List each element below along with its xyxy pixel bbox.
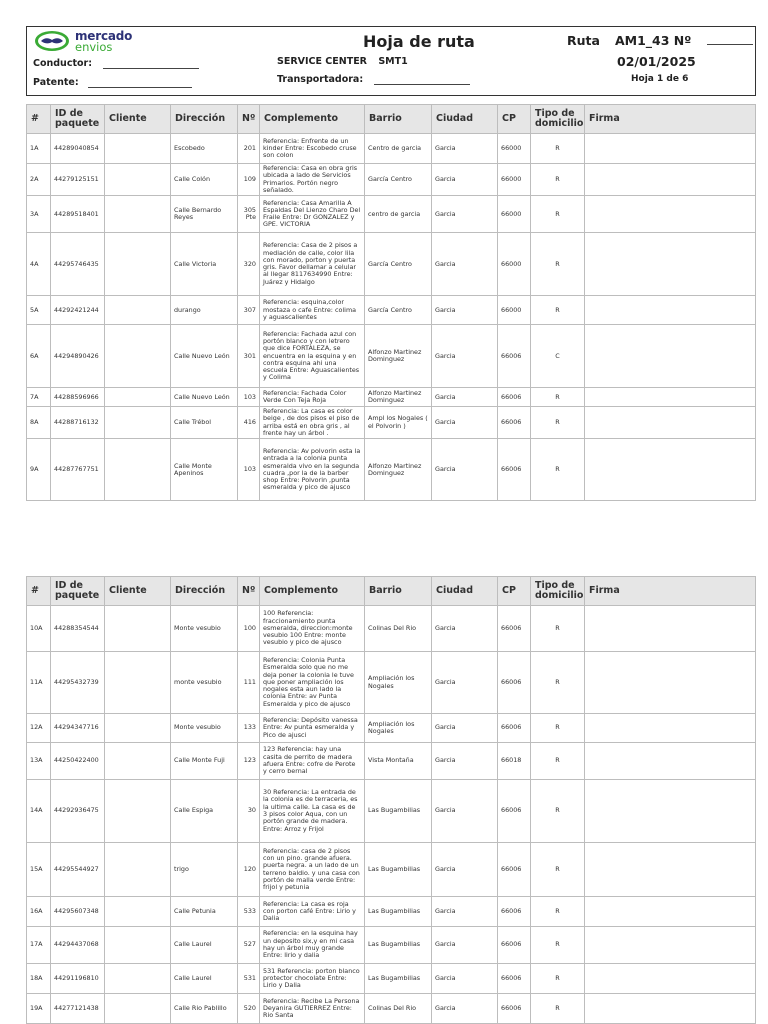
cell-package-id: 44294347716 xyxy=(51,714,105,743)
column-header-complemento: Complemento xyxy=(260,105,365,134)
cell-cliente xyxy=(105,233,171,296)
cell-cliente xyxy=(105,196,171,233)
cell-direccion: Calle Colón xyxy=(171,164,238,196)
cell-tipo-domicilio: R xyxy=(531,780,585,843)
cell-direccion: Calle Victoria xyxy=(171,233,238,296)
column-header-cp: CP xyxy=(498,105,531,134)
cell-ciudad: Garcia xyxy=(432,897,498,927)
column-header-package-id: ID de paquete xyxy=(51,105,105,134)
column-header-tipo-domicilio: Tipo de domicilio xyxy=(531,577,585,606)
cell-firma xyxy=(585,606,756,652)
cell-firma xyxy=(585,325,756,388)
logo-text-mercado: mercado xyxy=(75,29,133,43)
cell-row-number: 18A xyxy=(27,964,51,994)
cell-ciudad: Garcia xyxy=(432,994,498,1024)
cell-tipo-domicilio: C xyxy=(531,325,585,388)
table-row xyxy=(27,606,756,652)
cell-numero: 120 xyxy=(238,843,260,897)
cell-cp: 66006 xyxy=(498,325,531,388)
cell-cliente xyxy=(105,296,171,325)
cell-package-id: 44288596966 xyxy=(51,388,105,407)
cell-cliente xyxy=(105,388,171,407)
cell-tipo-domicilio: R xyxy=(531,134,585,164)
column-header-numero: Nº xyxy=(238,577,260,606)
cell-complemento: Referencia: Fachada azul con portón blanco y con letrero que dice FORTALEZA, se encuentra en la esquina y en contra esquina ahi una escuela Entre: Aguascalientes y Colima xyxy=(260,325,365,388)
cell-ciudad: Garcia xyxy=(432,296,498,325)
cell-cp: 66018 xyxy=(498,743,531,780)
table-header-row xyxy=(27,577,756,606)
cell-cliente xyxy=(105,164,171,196)
table-row xyxy=(27,743,756,780)
column-header-cp: CP xyxy=(498,577,531,606)
cell-numero: 531 xyxy=(238,964,260,994)
cell-ciudad: Garcia xyxy=(432,407,498,439)
cell-tipo-domicilio: R xyxy=(531,407,585,439)
cell-cliente xyxy=(105,927,171,964)
cell-ciudad: Garcia xyxy=(432,714,498,743)
cell-package-id: 44287767751 xyxy=(51,439,105,501)
cell-tipo-domicilio: R xyxy=(531,388,585,407)
cell-ciudad: Garcia xyxy=(432,843,498,897)
cell-ciudad: Garcia xyxy=(432,134,498,164)
column-header-direccion: Dirección xyxy=(171,105,238,134)
cell-numero: 100 xyxy=(238,606,260,652)
cell-cp: 66006 xyxy=(498,407,531,439)
column-header-barrio: Barrio xyxy=(365,105,432,134)
cell-direccion: Calle Trébol xyxy=(171,407,238,439)
cell-package-id: 44292936475 xyxy=(51,780,105,843)
table-row xyxy=(27,196,756,233)
table-row xyxy=(27,233,756,296)
cell-barrio: Las Bugambilias xyxy=(365,897,432,927)
cell-direccion: Calle Rio Pablillo xyxy=(171,994,238,1024)
cell-complemento: Referencia: Casa en obra gris ubicada a lado de Servicios Primarios. Portón negro señalado. xyxy=(260,164,365,196)
cell-tipo-domicilio: R xyxy=(531,843,585,897)
cell-barrio: García Centro xyxy=(365,296,432,325)
cell-direccion: trigo xyxy=(171,843,238,897)
cell-firma xyxy=(585,964,756,994)
cell-barrio: Vista Montaña xyxy=(365,743,432,780)
cell-package-id: 44288354544 xyxy=(51,606,105,652)
column-header-firma: Firma xyxy=(585,577,756,606)
cell-package-id: 44295607348 xyxy=(51,897,105,927)
cell-cp: 66006 xyxy=(498,439,531,501)
table-row xyxy=(27,843,756,897)
table-row xyxy=(27,652,756,714)
cell-firma xyxy=(585,714,756,743)
cell-tipo-domicilio: R xyxy=(531,164,585,196)
cell-tipo-domicilio: R xyxy=(531,927,585,964)
table-row xyxy=(27,407,756,439)
cell-barrio: centro de garcia xyxy=(365,196,432,233)
cell-package-id: 44295746435 xyxy=(51,233,105,296)
cell-ciudad: Garcia xyxy=(432,606,498,652)
cell-ciudad: Garcia xyxy=(432,964,498,994)
cell-numero: 109 xyxy=(238,164,260,196)
cell-numero: 123 xyxy=(238,743,260,780)
conductor-label: Conductor: xyxy=(33,58,93,69)
conductor-blank-line xyxy=(103,59,199,69)
cell-row-number: 13A xyxy=(27,743,51,780)
cell-row-number: 11A xyxy=(27,652,51,714)
cell-row-number: 9A xyxy=(27,439,51,501)
table-row xyxy=(27,897,756,927)
cell-tipo-domicilio: R xyxy=(531,994,585,1024)
cell-cp: 66006 xyxy=(498,897,531,927)
cell-barrio: Alfonzo Martinez Dominguez xyxy=(365,325,432,388)
cell-package-id: 44279125151 xyxy=(51,164,105,196)
cell-cliente xyxy=(105,743,171,780)
transportadora-label: Transportadora: xyxy=(277,74,364,85)
cell-complemento: Referencia: en la esquina hay un deposito six,y en mi casa hay un árbol muy grande Entre: lirio y dalia xyxy=(260,927,365,964)
cell-firma xyxy=(585,134,756,164)
cell-complemento: Referencia: Depósito vanessa Entre: Av punta esmeralda y Pico de ajusci xyxy=(260,714,365,743)
cell-cp: 66000 xyxy=(498,164,531,196)
cell-package-id: 44277121438 xyxy=(51,994,105,1024)
cell-cliente xyxy=(105,897,171,927)
cell-cp: 66006 xyxy=(498,714,531,743)
cell-row-number: 12A xyxy=(27,714,51,743)
cell-numero: 527 xyxy=(238,927,260,964)
cell-numero: 30 xyxy=(238,780,260,843)
cell-tipo-domicilio: R xyxy=(531,964,585,994)
cell-tipo-domicilio: R xyxy=(531,652,585,714)
cell-row-number: 16A xyxy=(27,897,51,927)
cell-firma xyxy=(585,743,756,780)
cell-ciudad: Garcia xyxy=(432,780,498,843)
cell-barrio: Ampliación los Nogales xyxy=(365,652,432,714)
cell-complemento: Referencia: Recibe La Persona Deyanira GUTIERREZ Entre: Rio Santa xyxy=(260,994,365,1024)
cell-complemento: 531 Referencia: porton blanco protector chocolate Entre: Lirio y Dalia xyxy=(260,964,365,994)
cell-ciudad: Garcia xyxy=(432,927,498,964)
cell-cp: 66006 xyxy=(498,843,531,897)
cell-cliente xyxy=(105,780,171,843)
cell-tipo-domicilio: R xyxy=(531,439,585,501)
column-header-package-id: ID de paquete xyxy=(51,577,105,606)
cell-row-number: 3A xyxy=(27,196,51,233)
cell-complemento: Referencia: casa de 2 pisos con un pino. grande afuera. puerta negra. a un lado de un terreno baldio. y una casa con portón de malla verde Entre: frijol y petunia xyxy=(260,843,365,897)
cell-package-id: 44291196810 xyxy=(51,964,105,994)
cell-cp: 66006 xyxy=(498,994,531,1024)
patente-label: Patente: xyxy=(33,77,79,88)
cell-direccion: durango xyxy=(171,296,238,325)
cell-package-id: 44292421244 xyxy=(51,296,105,325)
cell-firma xyxy=(585,233,756,296)
column-header-row-number: # xyxy=(27,105,51,134)
cell-tipo-domicilio: R xyxy=(531,233,585,296)
cell-numero: 103 xyxy=(238,439,260,501)
cell-complemento: Referencia: esquina,color mostaza o cafe Entre: colima y aguascalientes xyxy=(260,296,365,325)
cell-cliente xyxy=(105,964,171,994)
column-header-direccion: Dirección xyxy=(171,577,238,606)
cell-ciudad: Garcia xyxy=(432,325,498,388)
cell-row-number: 19A xyxy=(27,994,51,1024)
table-row xyxy=(27,388,756,407)
service-center-value: SMT1 xyxy=(378,56,408,67)
cell-numero: 201 xyxy=(238,134,260,164)
page-info: Hoja 1 de 6 xyxy=(631,74,689,84)
cell-tipo-domicilio: R xyxy=(531,196,585,233)
service-center-label: SERVICE CENTER xyxy=(277,56,367,67)
cell-package-id: 44289040854 xyxy=(51,134,105,164)
cell-package-id: 44294437068 xyxy=(51,927,105,964)
cell-direccion: Calle Bernardo Reyes xyxy=(171,196,238,233)
cell-cp: 66000 xyxy=(498,296,531,325)
cell-row-number: 8A xyxy=(27,407,51,439)
cell-firma xyxy=(585,407,756,439)
logo-text-envios: envios xyxy=(75,40,113,54)
cell-barrio: Colinas Del Rio xyxy=(365,606,432,652)
cell-firma xyxy=(585,296,756,325)
cell-direccion: Calle Espiga xyxy=(171,780,238,843)
table-row xyxy=(27,994,756,1024)
cell-complemento: Referencia: Colonia Punta Esmeralda solo que no me deja poner la colonia le tuve que poner ampliación los nogales esta aun lado la colonia Entre: av Punta Esmeralda y pico de ajusco xyxy=(260,652,365,714)
service-center-field xyxy=(277,56,408,67)
cell-numero: 533 xyxy=(238,897,260,927)
cell-barrio: Centro de garcia xyxy=(365,134,432,164)
column-header-complemento: Complemento xyxy=(260,577,365,606)
cell-barrio: Las Bugambilias xyxy=(365,964,432,994)
cell-tipo-domicilio: R xyxy=(531,296,585,325)
column-header-firma: Firma xyxy=(585,105,756,134)
cell-firma xyxy=(585,897,756,927)
table-row xyxy=(27,780,756,843)
cell-direccion: Monte vesubio xyxy=(171,714,238,743)
cell-cliente xyxy=(105,652,171,714)
column-header-cliente: Cliente xyxy=(105,105,171,134)
cell-package-id: 44289518401 xyxy=(51,196,105,233)
cell-package-id: 44295544927 xyxy=(51,843,105,897)
cell-firma xyxy=(585,927,756,964)
column-header-row-number: # xyxy=(27,577,51,606)
column-header-barrio: Barrio xyxy=(365,577,432,606)
page-title: Hoja de ruta xyxy=(363,32,475,51)
cell-numero: 301 xyxy=(238,325,260,388)
cell-numero: 103 xyxy=(238,388,260,407)
table-row xyxy=(27,964,756,994)
cell-ciudad: Garcia xyxy=(432,652,498,714)
cell-ciudad: Garcia xyxy=(432,233,498,296)
cell-tipo-domicilio: R xyxy=(531,743,585,780)
cell-direccion: Calle Nuevo León xyxy=(171,388,238,407)
cell-firma xyxy=(585,196,756,233)
column-header-cliente: Cliente xyxy=(105,577,171,606)
ruta-label: Ruta xyxy=(567,33,600,48)
column-header-tipo-domicilio: Tipo de domicilio xyxy=(531,105,585,134)
cell-barrio: Alfonzo Martinez Dominguez xyxy=(365,388,432,407)
cell-cliente xyxy=(105,134,171,164)
cell-complemento: Referencia: Casa de 2 pisos a mediación de calle, color lila con morado, porton y puerta gris. Favor dellamar a celular al llegar 8117634990 Entre: Juárez y Hidalgo xyxy=(260,233,365,296)
table-row xyxy=(27,927,756,964)
cell-complemento: Referencia: La casa es color beige , de dos pisos el piso de arriba está en obra gris , al frente hay un árbol . xyxy=(260,407,365,439)
cell-barrio: Ampl los Nogales ( el Polvorin ) xyxy=(365,407,432,439)
cell-cliente xyxy=(105,439,171,501)
cell-package-id: 44250422400 xyxy=(51,743,105,780)
cell-tipo-domicilio: R xyxy=(531,606,585,652)
table-row xyxy=(27,296,756,325)
cell-direccion: Calle Monte Fuji xyxy=(171,743,238,780)
cell-complemento: 123 Referencia: hay una casita de perrito de madera afuera Entre: cofre de Perote y cerro bernal xyxy=(260,743,365,780)
cell-numero: 133 xyxy=(238,714,260,743)
cell-numero: 320 xyxy=(238,233,260,296)
cell-cliente xyxy=(105,606,171,652)
cell-direccion: Monte vesubio xyxy=(171,606,238,652)
cell-row-number: 17A xyxy=(27,927,51,964)
mercado-envios-logo xyxy=(33,29,143,53)
route-table-2 xyxy=(26,576,756,1024)
cell-ciudad: Garcia xyxy=(432,439,498,501)
cell-cliente xyxy=(105,407,171,439)
patente-field xyxy=(33,77,192,88)
cell-package-id: 44294890426 xyxy=(51,325,105,388)
cell-complemento: Referencia: La casa es roja con porton café Entre: Lirio y Dalia xyxy=(260,897,365,927)
cell-ciudad: Garcia xyxy=(432,164,498,196)
cell-package-id: 44295432739 xyxy=(51,652,105,714)
cell-row-number: 1A xyxy=(27,134,51,164)
cell-direccion: Calle Petunia xyxy=(171,897,238,927)
cell-barrio: Ampliación los Nogales xyxy=(365,714,432,743)
cell-row-number: 15A xyxy=(27,843,51,897)
ruta-value: AM1_43 Nº xyxy=(615,33,692,48)
cell-numero: 416 xyxy=(238,407,260,439)
table-row xyxy=(27,325,756,388)
cell-complemento: 100 Referencia: fraccionamiento punta esmeralda, direccion:monte vesubio 100 Entre: monte vesubio y pico de ajusco xyxy=(260,606,365,652)
patente-blank-line xyxy=(88,78,192,88)
route-sheet-header xyxy=(26,26,756,96)
cell-barrio: García Centro xyxy=(365,233,432,296)
route-date: 02/01/2025 xyxy=(617,54,696,69)
transportadora-blank-line xyxy=(374,75,470,85)
conductor-field xyxy=(33,58,199,69)
cell-row-number: 14A xyxy=(27,780,51,843)
cell-firma xyxy=(585,780,756,843)
cell-complemento: Referencia: Casa Amarilla A Espaldas Del Lienzo Charo Del Fraile Entre: Dr GONZALEZ y GPE. VICTORIA xyxy=(260,196,365,233)
cell-package-id: 44288716132 xyxy=(51,407,105,439)
column-header-numero: Nº xyxy=(238,105,260,134)
cell-tipo-domicilio: R xyxy=(531,897,585,927)
cell-cp: 66000 xyxy=(498,233,531,296)
cell-ciudad: Garcia xyxy=(432,196,498,233)
cell-cp: 66000 xyxy=(498,196,531,233)
cell-numero: 111 xyxy=(238,652,260,714)
cell-row-number: 6A xyxy=(27,325,51,388)
cell-row-number: 7A xyxy=(27,388,51,407)
cell-firma xyxy=(585,994,756,1024)
cell-direccion: Calle Nuevo León xyxy=(171,325,238,388)
cell-numero: 307 xyxy=(238,296,260,325)
cell-numero: 305 Pte xyxy=(238,196,260,233)
cell-cp: 66006 xyxy=(498,780,531,843)
cell-direccion: Calle Laurel xyxy=(171,964,238,994)
cell-tipo-domicilio: R xyxy=(531,714,585,743)
cell-cp: 66006 xyxy=(498,927,531,964)
cell-barrio: Las Bugambilias xyxy=(365,780,432,843)
cell-complemento: Referencia: Av polvorin esta la entrada a la colonia punta esmeralda vivo en la segunda cuadra ,por la de la barber shop Entre: Polvorin ,punta esmeralda y pico de ajusco xyxy=(260,439,365,501)
table-row xyxy=(27,164,756,196)
cell-cp: 66006 xyxy=(498,606,531,652)
table-row xyxy=(27,439,756,501)
cell-complemento: 30 Referencia: La entrada de la colonia es de terraceria, es la ultima calle. La casa es de 3 pisos color Aqua, con un portón grande de madera. Entre: Arroz y Frijol xyxy=(260,780,365,843)
table-header-row xyxy=(27,105,756,134)
cell-firma xyxy=(585,652,756,714)
cell-barrio: Alfonzo Martinez Dominguez xyxy=(365,439,432,501)
cell-direccion: Calle Monte Apeninos xyxy=(171,439,238,501)
cell-complemento: Referencia: Fachada Color Verde Con Teja Roja xyxy=(260,388,365,407)
cell-barrio: García Centro xyxy=(365,164,432,196)
cell-cliente xyxy=(105,843,171,897)
cell-ciudad: Garcia xyxy=(432,388,498,407)
cell-firma xyxy=(585,164,756,196)
transportadora-field xyxy=(277,74,470,85)
cell-firma xyxy=(585,439,756,501)
cell-complemento: Referencia: Enfrente de un kinder Entre: Escobedo cruse son colon xyxy=(260,134,365,164)
cell-row-number: 2A xyxy=(27,164,51,196)
cell-row-number: 10A xyxy=(27,606,51,652)
handshake-icon xyxy=(33,29,71,53)
cell-direccion: monte vesubio xyxy=(171,652,238,714)
cell-barrio: Las Bugambilias xyxy=(365,927,432,964)
cell-firma xyxy=(585,388,756,407)
cell-ciudad: Garcia xyxy=(432,743,498,780)
cell-direccion: Calle Laurel xyxy=(171,927,238,964)
cell-cp: 66006 xyxy=(498,964,531,994)
column-header-ciudad: Ciudad xyxy=(432,577,498,606)
cell-firma xyxy=(585,843,756,897)
cell-cliente xyxy=(105,714,171,743)
column-header-ciudad: Ciudad xyxy=(432,105,498,134)
ruta-number-blank-line xyxy=(707,36,753,45)
cell-barrio: Las Bugambilias xyxy=(365,843,432,897)
cell-numero: 520 xyxy=(238,994,260,1024)
table-row xyxy=(27,714,756,743)
cell-row-number: 4A xyxy=(27,233,51,296)
cell-cp: 66000 xyxy=(498,134,531,164)
cell-cp: 66006 xyxy=(498,388,531,407)
cell-barrio: Colinas Del Rio xyxy=(365,994,432,1024)
table-row xyxy=(27,134,756,164)
cell-direccion: Escobedo xyxy=(171,134,238,164)
cell-cliente xyxy=(105,325,171,388)
cell-row-number: 5A xyxy=(27,296,51,325)
route-table-1 xyxy=(26,104,756,501)
cell-cliente xyxy=(105,994,171,1024)
cell-cp: 66006 xyxy=(498,652,531,714)
